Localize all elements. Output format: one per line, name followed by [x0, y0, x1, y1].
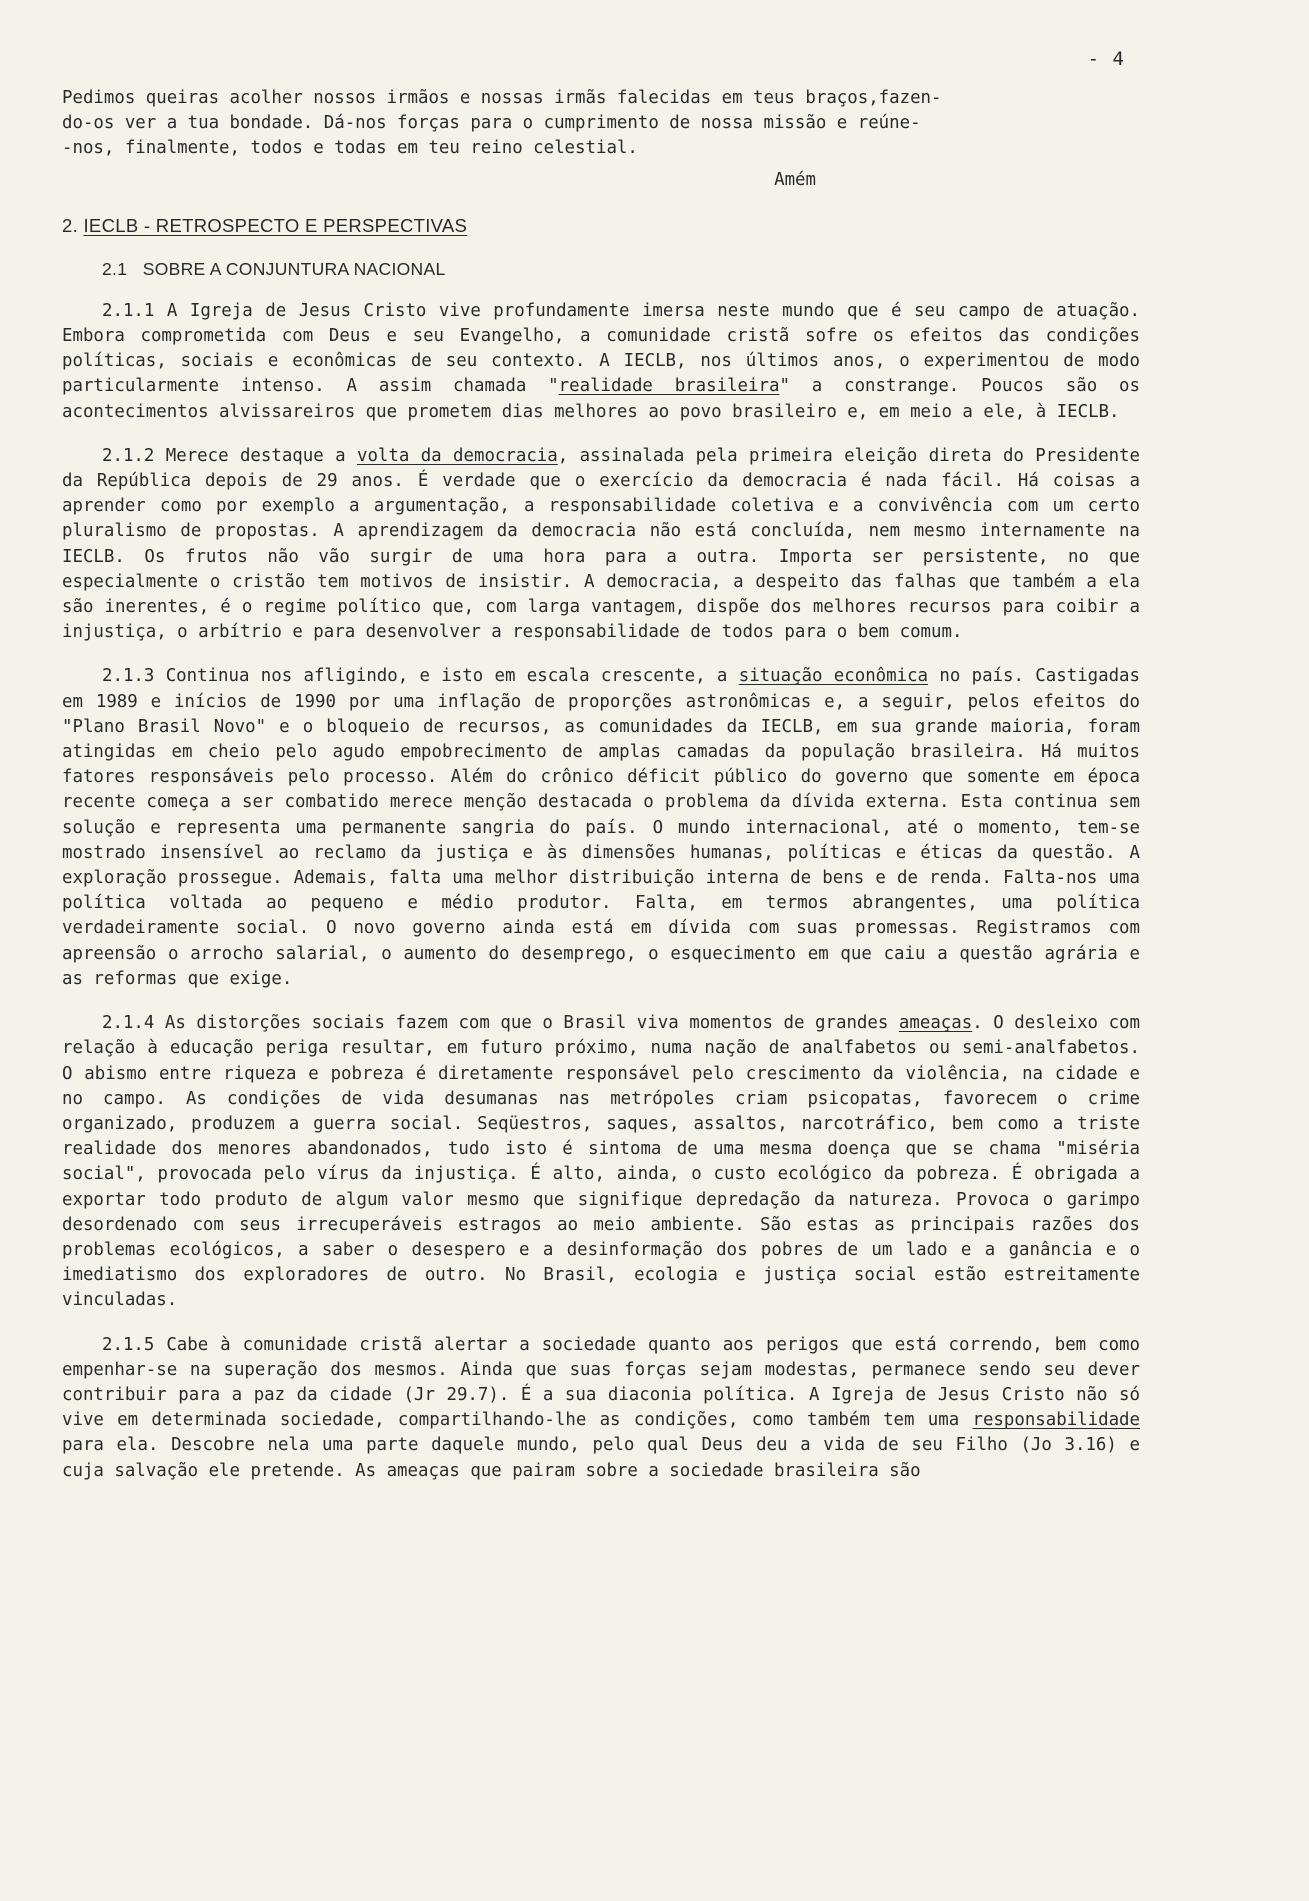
section-title: IECLB - RETROSPECTO E PERSPECTIVAS	[83, 214, 468, 236]
prayer-line: -nos, finalmente, todos e todas em teu reino celestial.	[62, 138, 638, 159]
paragraph-text: para ela. Descobre nela uma parte daquele mundo, pelo qual Deus deu a vida de seu Filho (Jo 3.16) e cuja salvação ele pretende. As ameaças que pairam sobre a sociedade brasileira são	[62, 1435, 1140, 1481]
underlined-phrase: volta da democracia	[356, 445, 558, 466]
amen-closing: Amém	[774, 169, 816, 190]
paragraph-2-1-5	[62, 1333, 1140, 1484]
underlined-phrase: situação econômica	[738, 666, 929, 687]
section-number: 2.	[62, 214, 79, 236]
underlined-phrase: responsabilidade	[972, 1410, 1140, 1431]
subsection-heading	[102, 259, 1140, 280]
paragraph-text: As distorções sociais fazem com que o Brasil viva momentos de grandes	[164, 1013, 899, 1034]
paragraph-text: Merece destaque a	[165, 445, 357, 466]
paragraph-text: " a constrange. Poucos são os acontecimentos alvissareiros que prometem dias melhores ao povo brasileiro e, em meio a ele, à IECLB.	[62, 376, 1140, 422]
prayer-line: Pedimos queiras acolher nossos irmãos e nossas irmãs falecidas em teus braços,fazen-	[62, 88, 942, 108]
subsection-title: SOBRE A CONJUNTURA NACIONAL	[142, 258, 446, 279]
paragraph-text: , assinalada pela primeira eleição direta do Presidente da República depois de 29 anos. É verdade que o exercício da democracia é nada fácil. Há coisas a aprender como por exemplo a argumentação, a responsabilidade coletiva e a convivência com um certo pluralismo de propostas. A aprendizagem da democracia não está concluída, nem mesmo internamente na IECLB. Os frutos não vão surgir de uma hora para a outra. Importa ser persistente, no que especialmente o cristão tem motivos de insistir. A democracia, a despeito das falhas que também a ela são inerentes, é o regime político que, com larga vantagem, dispõe dos melhores recursos para coibir a injustiça, o arbítrio e para desenvolver a responsabilidade de todos para o bem comum.	[62, 445, 1140, 643]
paragraph-number: 2.1.1	[102, 300, 155, 321]
underlined-phrase: ameaças	[898, 1013, 973, 1034]
subsection-number: 2.1	[102, 258, 128, 279]
page-number: - 4	[1087, 48, 1125, 70]
paragraph-number: 2.1.2	[102, 445, 155, 466]
paragraph-text: Continua nos afligindo, e isto em escala crescente, a	[165, 666, 739, 687]
page-content	[62, 86, 1140, 1484]
prayer-text	[62, 86, 1140, 162]
paragraph-text: Cabe à comunidade cristã alertar a sociedade quanto aos perigos que está correndo, bem como empenhar-se na superação dos mesmos. Ainda que suas forças sejam modestas, permanece sendo seu dever contribuir para a paz da cidade (Jr 29.7). É a sua diaconia política. A Igreja de Jesus Cristo não só vive em determinada sociedade, compartilhando-lhe as condições, como também tem uma	[62, 1334, 1140, 1431]
underlined-phrase: realidade brasileira	[558, 376, 780, 397]
section-heading	[62, 215, 1140, 237]
paragraph-number: 2.1.3	[102, 666, 155, 687]
paragraph-number: 2.1.5	[102, 1334, 155, 1355]
paragraph-2-1-2	[62, 444, 1140, 646]
paragraph-number: 2.1.4	[102, 1013, 155, 1034]
paragraph-2-1-1	[62, 299, 1140, 425]
paragraph-text: A Igreja de Jesus Cristo vive profundamente imersa neste mundo que é seu campo de atuação. Embora comprometida com Deus e seu Evangelho, a comunidade cristã sofre os efeitos das condições políticas, sociais e econômicas de seu contexto. A IECLB, nos últimos anos, o experimentou de modo particularmente intenso. A assim chamada "	[62, 300, 1140, 397]
paragraph-text: . O desleixo com relação à educação periga resultar, em futuro próximo, numa nação de analfabetos ou semi-analfabetos. O abismo entre riqueza e pobreza é diretamente responsável pelo crescimento da violência, na cidade e no campo. As condições de vida desumanas nas metrópoles criam psicopatas, favorecem o crime organizado, produzem a guerra social. Seqüestros, saques, assaltos, narcotráfico, bem como a triste realidade dos menores abandonados, tudo isto é sintoma de uma mesma doença que se chama "miséria social", provocada pelo vírus da injustiça. É alto, ainda, o custo ecológico da pobreza. É obrigada a exportar todo produto de algum valor mesmo que signifique depredação da natureza. Provoca o garimpo desordenado com seus irrecuperáveis estragos ao meio ambiente. São estas as principais razões dos problemas ecológicos, a saber o desespero e a desinformação dos pobres de um lado e a ganância e o imediatismo dos exploradores de outro. No Brasil, ecologia e justiça social estão estreitamente vinculadas.	[62, 1013, 1140, 1311]
paragraph-2-1-4	[62, 1011, 1140, 1313]
paragraph-text: no país. Castigadas em 1989 e inícios de 1990 por uma inflação de proporções astronômicas e, a seguir, pelos efeitos do "Plano Brasil Novo" e o bloqueio de recursos, as comunidades da IECLB, em sua grande maioria, foram atingidas em cheio pelo agudo empobrecimento de amplas camadas da população brasileira. Há muitos fatores responsáveis pelo processo. Além do crônico déficit público do governo que somente em época recente começa a ser combatido merece menção destacada o problema da dívida externa. Esta continua sem solução e representa uma permanente sangria do país. O mundo internacional, até o momento, tem-se mostrado insensível ao reclamo da justiça e às dimensões humanas, políticas e éticas da questão. A exploração prossegue. Ademais, falta uma melhor distribuição interna de bens e de renda. Falta-nos uma política voltada ao pequeno e médio produtor. Falta, em termos abrangentes, uma política verdadeiramente social. O novo governo ainda está em dívida com suas promessas. Registramos com apreensão o arrocho salarial, o aumento do desemprego, o esquecimento em que caiu a questão agrária e as reformas que exige.	[62, 666, 1140, 989]
paragraph-2-1-3	[62, 664, 1140, 992]
prayer-line: do-os ver a tua bondade. Dá-nos forças para o cumprimento de nossa missão e reúne-	[62, 113, 921, 134]
